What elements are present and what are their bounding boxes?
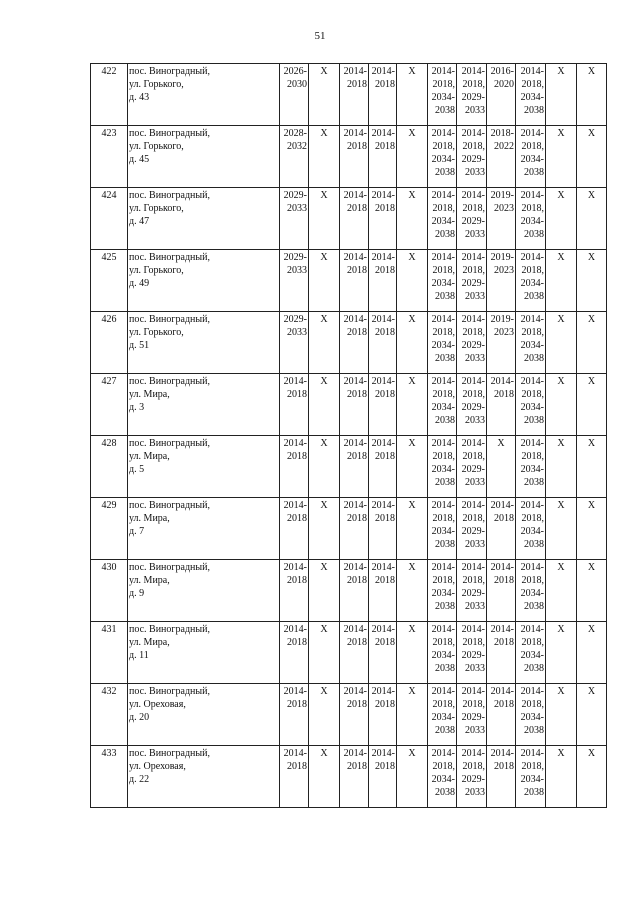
term-cell-c4: 2014- 2018 <box>369 64 397 126</box>
term-cell-c2: X <box>309 64 340 126</box>
term-cell-c10: X <box>546 560 577 622</box>
address-cell <box>128 188 280 250</box>
term-cell-c6: 2014- 2018, 2034- 2038 <box>428 374 457 436</box>
term-cell-c2: X <box>309 250 340 312</box>
table-row <box>91 312 607 374</box>
address-cell <box>128 64 280 126</box>
table-row <box>91 374 607 436</box>
term-cell-c4: 2014- 2018 <box>369 622 397 684</box>
term-cell-c6: 2014- 2018, 2034- 2038 <box>428 64 457 126</box>
term-cell-c3: 2014- 2018 <box>340 188 369 250</box>
term-cell-c6: 2014- 2018, 2034- 2038 <box>428 312 457 374</box>
housing-registry-table <box>90 63 607 808</box>
term-cell-c10: X <box>546 684 577 746</box>
term-cell-c4: 2014- 2018 <box>369 312 397 374</box>
address-line: пос. Виноградный, <box>129 252 210 263</box>
term-cell-c2: X <box>309 622 340 684</box>
table-row <box>91 560 607 622</box>
term-cell-c7: 2014- 2018, 2029- 2033 <box>457 560 487 622</box>
term-cell-c8: 2014- 2018 <box>487 684 516 746</box>
term-cell-c8: 2014- 2018 <box>487 622 516 684</box>
term-cell-c6: 2014- 2018, 2034- 2038 <box>428 250 457 312</box>
address-line: ул. Горького, <box>129 265 184 276</box>
address-line: пос. Виноградный, <box>129 624 210 635</box>
term-cell-c3: 2014- 2018 <box>340 746 369 808</box>
term-cell-c5: X <box>397 250 428 312</box>
address-cell <box>128 126 280 188</box>
term-cell-c1: 2029- 2033 <box>280 250 309 312</box>
address-line: д. 9 <box>129 588 145 599</box>
term-cell-c9: 2014- 2018, 2034- 2038 <box>516 64 546 126</box>
address-line: пос. Виноградный, <box>129 376 210 387</box>
term-cell-c8: 2019- 2023 <box>487 250 516 312</box>
term-cell-c3: 2014- 2018 <box>340 374 369 436</box>
term-cell-c11: X <box>577 684 607 746</box>
table-row <box>91 684 607 746</box>
term-cell-c3: 2014- 2018 <box>340 560 369 622</box>
term-cell-c9: 2014- 2018, 2034- 2038 <box>516 126 546 188</box>
term-cell-c9: 2014- 2018, 2034- 2038 <box>516 560 546 622</box>
address-line: пос. Виноградный, <box>129 562 210 573</box>
term-cell-c2: X <box>309 560 340 622</box>
address-line: пос. Виноградный, <box>129 314 210 325</box>
term-cell-c1: 2014- 2018 <box>280 498 309 560</box>
term-cell-c5: X <box>397 498 428 560</box>
table-row <box>91 746 607 808</box>
row-number: 432 <box>91 684 128 746</box>
term-cell-c10: X <box>546 312 577 374</box>
row-number: 427 <box>91 374 128 436</box>
term-cell-c11: X <box>577 374 607 436</box>
row-number: 425 <box>91 250 128 312</box>
row-number: 428 <box>91 436 128 498</box>
term-cell-c9: 2014- 2018, 2034- 2038 <box>516 498 546 560</box>
address-line: пос. Виноградный, <box>129 128 210 139</box>
address-line: ул. Мира, <box>129 451 170 462</box>
address-line: д. 47 <box>129 216 150 227</box>
row-number: 424 <box>91 188 128 250</box>
term-cell-c2: X <box>309 188 340 250</box>
address-line: д. 11 <box>129 650 149 661</box>
address-line: ул. Горького, <box>129 141 184 152</box>
term-cell-c5: X <box>397 436 428 498</box>
term-cell-c6: 2014- 2018, 2034- 2038 <box>428 746 457 808</box>
term-cell-c7: 2014- 2018, 2029- 2033 <box>457 498 487 560</box>
term-cell-c2: X <box>309 746 340 808</box>
address-line: пос. Виноградный, <box>129 438 210 449</box>
term-cell-c2: X <box>309 498 340 560</box>
term-cell-c8: 2014- 2018 <box>487 746 516 808</box>
address-line: ул. Горького, <box>129 203 184 214</box>
address-line: пос. Виноградный, <box>129 686 210 697</box>
term-cell-c6: 2014- 2018, 2034- 2038 <box>428 126 457 188</box>
term-cell-c8: 2014- 2018 <box>487 374 516 436</box>
term-cell-c6: 2014- 2018, 2034- 2038 <box>428 684 457 746</box>
term-cell-c2: X <box>309 374 340 436</box>
address-cell <box>128 684 280 746</box>
address-line: пос. Виноградный, <box>129 500 210 511</box>
term-cell-c2: X <box>309 312 340 374</box>
table-row <box>91 622 607 684</box>
term-cell-c4: 2014- 2018 <box>369 188 397 250</box>
term-cell-c1: 2014- 2018 <box>280 622 309 684</box>
term-cell-c7: 2014- 2018, 2029- 2033 <box>457 436 487 498</box>
term-cell-c3: 2014- 2018 <box>340 126 369 188</box>
term-cell-c1: 2014- 2018 <box>280 374 309 436</box>
address-line: д. 3 <box>129 402 145 413</box>
term-cell-c1: 2014- 2018 <box>280 684 309 746</box>
term-cell-c10: X <box>546 126 577 188</box>
term-cell-c5: X <box>397 746 428 808</box>
table-row <box>91 436 607 498</box>
table-row <box>91 498 607 560</box>
term-cell-c9: 2014- 2018, 2034- 2038 <box>516 250 546 312</box>
term-cell-c11: X <box>577 746 607 808</box>
term-cell-c7: 2014- 2018, 2029- 2033 <box>457 684 487 746</box>
address-line: ул. Мира, <box>129 575 170 586</box>
table-row <box>91 64 607 126</box>
term-cell-c3: 2014- 2018 <box>340 622 369 684</box>
table-row <box>91 126 607 188</box>
term-cell-c5: X <box>397 622 428 684</box>
term-cell-c11: X <box>577 498 607 560</box>
row-number: 426 <box>91 312 128 374</box>
term-cell-c9: 2014- 2018, 2034- 2038 <box>516 374 546 436</box>
table-row <box>91 250 607 312</box>
term-cell-c5: X <box>397 126 428 188</box>
term-cell-c11: X <box>577 312 607 374</box>
address-line: ул. Ореховая, <box>129 761 186 772</box>
term-cell-c11: X <box>577 622 607 684</box>
term-cell-c9: 2014- 2018, 2034- 2038 <box>516 622 546 684</box>
term-cell-c5: X <box>397 684 428 746</box>
term-cell-c3: 2014- 2018 <box>340 250 369 312</box>
address-line: д. 20 <box>129 712 150 723</box>
address-line: пос. Виноградный, <box>129 66 210 77</box>
term-cell-c8: X <box>487 436 516 498</box>
address-cell <box>128 312 280 374</box>
term-cell-c6: 2014- 2018, 2034- 2038 <box>428 622 457 684</box>
term-cell-c8: 2019- 2023 <box>487 312 516 374</box>
address-line: пос. Виноградный, <box>129 190 210 201</box>
term-cell-c10: X <box>546 622 577 684</box>
term-cell-c7: 2014- 2018, 2029- 2033 <box>457 622 487 684</box>
term-cell-c2: X <box>309 436 340 498</box>
term-cell-c10: X <box>546 746 577 808</box>
term-cell-c1: 2028- 2032 <box>280 126 309 188</box>
address-cell <box>128 250 280 312</box>
address-line: д. 7 <box>129 526 145 537</box>
row-number: 433 <box>91 746 128 808</box>
page-number: 51 <box>314 30 326 42</box>
address-line: д. 43 <box>129 92 150 103</box>
term-cell-c9: 2014- 2018, 2034- 2038 <box>516 746 546 808</box>
table-row <box>91 188 607 250</box>
term-cell-c10: X <box>546 188 577 250</box>
row-number: 423 <box>91 126 128 188</box>
term-cell-c4: 2014- 2018 <box>369 126 397 188</box>
term-cell-c3: 2014- 2018 <box>340 64 369 126</box>
address-line: ул. Горького, <box>129 79 184 90</box>
term-cell-c7: 2014- 2018, 2029- 2033 <box>457 64 487 126</box>
term-cell-c7: 2014- 2018, 2029- 2033 <box>457 250 487 312</box>
term-cell-c7: 2014- 2018, 2029- 2033 <box>457 374 487 436</box>
term-cell-c11: X <box>577 64 607 126</box>
term-cell-c11: X <box>577 560 607 622</box>
term-cell-c6: 2014- 2018, 2034- 2038 <box>428 498 457 560</box>
address-line: пос. Виноградный, <box>129 748 210 759</box>
term-cell-c1: 2014- 2018 <box>280 746 309 808</box>
term-cell-c9: 2014- 2018, 2034- 2038 <box>516 684 546 746</box>
term-cell-c11: X <box>577 250 607 312</box>
term-cell-c5: X <box>397 560 428 622</box>
term-cell-c4: 2014- 2018 <box>369 374 397 436</box>
term-cell-c8: 2019- 2023 <box>487 188 516 250</box>
term-cell-c4: 2014- 2018 <box>369 436 397 498</box>
term-cell-c1: 2026- 2030 <box>280 64 309 126</box>
term-cell-c9: 2014- 2018, 2034- 2038 <box>516 188 546 250</box>
term-cell-c3: 2014- 2018 <box>340 498 369 560</box>
term-cell-c11: X <box>577 436 607 498</box>
term-cell-c4: 2014- 2018 <box>369 746 397 808</box>
term-cell-c5: X <box>397 312 428 374</box>
term-cell-c5: X <box>397 188 428 250</box>
term-cell-c7: 2014- 2018, 2029- 2033 <box>457 188 487 250</box>
term-cell-c10: X <box>546 64 577 126</box>
address-line: д. 5 <box>129 464 145 475</box>
term-cell-c1: 2014- 2018 <box>280 436 309 498</box>
address-line: ул. Мира, <box>129 389 170 400</box>
term-cell-c8: 2014- 2018 <box>487 498 516 560</box>
term-cell-c4: 2014- 2018 <box>369 684 397 746</box>
row-number: 431 <box>91 622 128 684</box>
term-cell-c4: 2014- 2018 <box>369 560 397 622</box>
term-cell-c6: 2014- 2018, 2034- 2038 <box>428 560 457 622</box>
term-cell-c5: X <box>397 374 428 436</box>
term-cell-c7: 2014- 2018, 2029- 2033 <box>457 312 487 374</box>
address-cell <box>128 560 280 622</box>
address-line: ул. Ореховая, <box>129 699 186 710</box>
address-cell <box>128 622 280 684</box>
address-line: ул. Мира, <box>129 513 170 524</box>
term-cell-c1: 2014- 2018 <box>280 560 309 622</box>
term-cell-c11: X <box>577 188 607 250</box>
term-cell-c7: 2014- 2018, 2029- 2033 <box>457 126 487 188</box>
address-line: д. 22 <box>129 774 150 785</box>
term-cell-c3: 2014- 2018 <box>340 684 369 746</box>
term-cell-c10: X <box>546 436 577 498</box>
term-cell-c2: X <box>309 684 340 746</box>
registry-body <box>91 64 607 808</box>
term-cell-c6: 2014- 2018, 2034- 2038 <box>428 436 457 498</box>
address-cell <box>128 436 280 498</box>
term-cell-c1: 2029- 2033 <box>280 188 309 250</box>
term-cell-c10: X <box>546 250 577 312</box>
address-line: д. 51 <box>129 340 150 351</box>
term-cell-c10: X <box>546 498 577 560</box>
term-cell-c7: 2014- 2018, 2029- 2033 <box>457 746 487 808</box>
address-cell <box>128 746 280 808</box>
address-line: ул. Мира, <box>129 637 170 648</box>
term-cell-c9: 2014- 2018, 2034- 2038 <box>516 312 546 374</box>
term-cell-c8: 2018- 2022 <box>487 126 516 188</box>
term-cell-c8: 2014- 2018 <box>487 560 516 622</box>
row-number: 429 <box>91 498 128 560</box>
term-cell-c3: 2014- 2018 <box>340 436 369 498</box>
address-line: ул. Горького, <box>129 327 184 338</box>
address-line: д. 45 <box>129 154 150 165</box>
row-number: 422 <box>91 64 128 126</box>
term-cell-c9: 2014- 2018, 2034- 2038 <box>516 436 546 498</box>
term-cell-c3: 2014- 2018 <box>340 312 369 374</box>
term-cell-c11: X <box>577 126 607 188</box>
term-cell-c10: X <box>546 374 577 436</box>
term-cell-c2: X <box>309 126 340 188</box>
address-cell <box>128 498 280 560</box>
term-cell-c4: 2014- 2018 <box>369 250 397 312</box>
term-cell-c4: 2014- 2018 <box>369 498 397 560</box>
term-cell-c1: 2029- 2033 <box>280 312 309 374</box>
address-cell <box>128 374 280 436</box>
row-number: 430 <box>91 560 128 622</box>
term-cell-c5: X <box>397 64 428 126</box>
term-cell-c8: 2016- 2020 <box>487 64 516 126</box>
term-cell-c6: 2014- 2018, 2034- 2038 <box>428 188 457 250</box>
address-line: д. 49 <box>129 278 150 289</box>
